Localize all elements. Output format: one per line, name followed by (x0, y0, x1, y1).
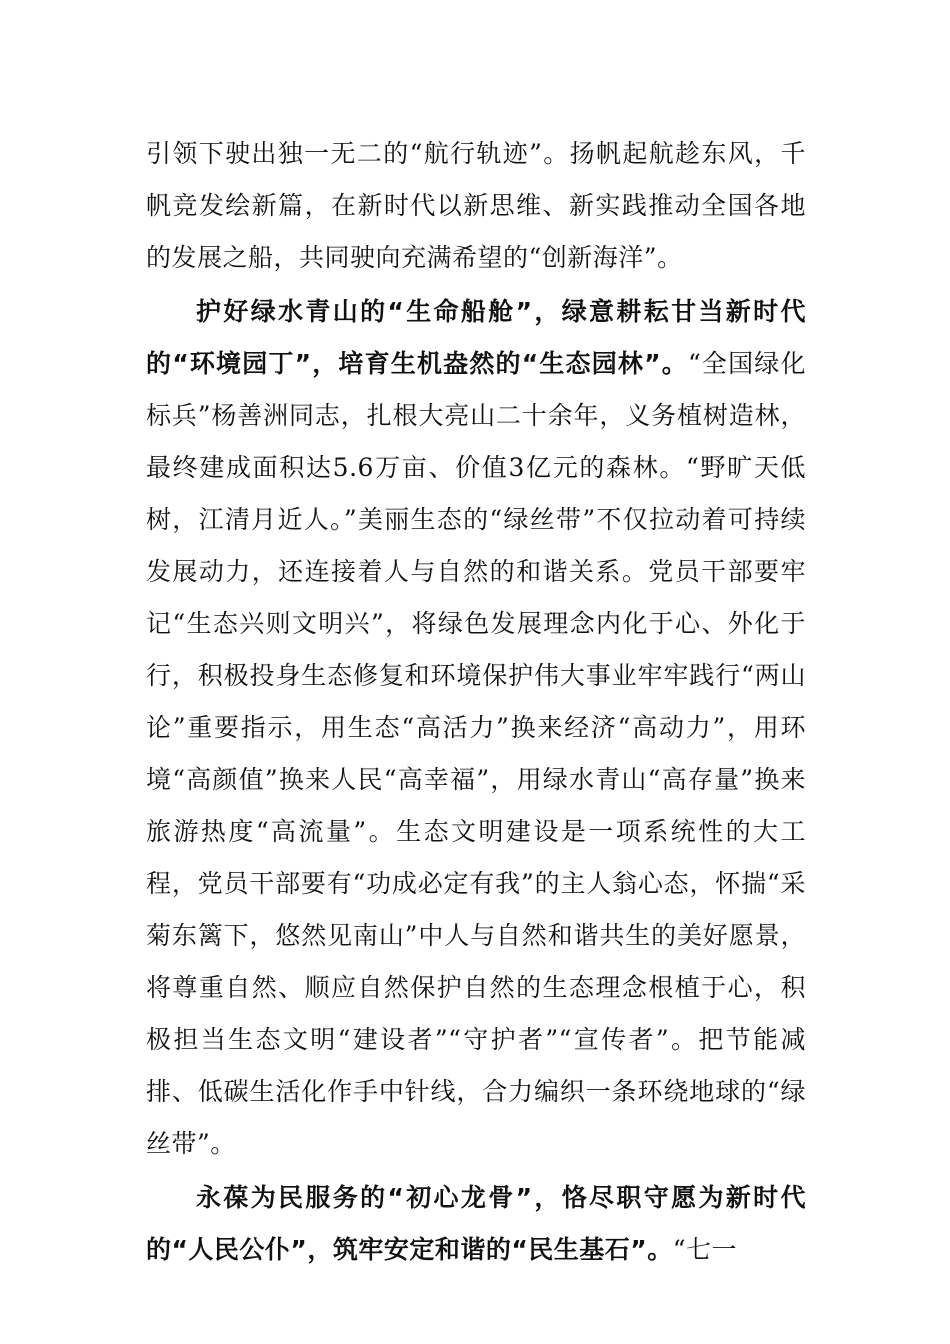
paragraph-2-lead: 护好绿水青山的“生命船舱”，绿意耕耘甘当新时代的“环境园丁”，培育生机盎然的“生态园林”。 (146, 297, 806, 378)
paragraph-2-text: “全国绿化标兵”杨善洲同志，扎根大亮山二十余年，义务植树造林，最终建成面积达5.6万亩、价值3亿元的森林。“野旷天低树，江清月近人。”美丽生态的“绿丝带”不仅拉动着可持续发展动力，还连接着人与自然的和谐关系。党员干部要牢记“生态兴则文明兴”，将绿色发展理念内化于心、外化于行，积极投身生态修复和环境保护伟大事业牢牢践行“两山论”重要指示，用生态“高活力”换来经济“高动力”，用环境“高颜值”换来人民“高幸福”，用绿水青山“高存量”换来旅游热度“高流量”。生态文明建设是一项系统性的大工程，党员干部要有“功成必定有我”的主人翁心态，怀揣“采菊东篱下，悠然见南山”中人与自然和谐共生的美好愿景，将尊重自然、顺应自然保护自然的生态理念根植于心，积极担当生态文明“建设者”“守护者”“宣传者”。把节能减排、低碳生活化作手中针线，合力编织一条环绕地球的“绿丝带”。 (146, 349, 807, 1158)
paragraph-2 (146, 286, 806, 1170)
paragraph-3-lead: 永葆为民服务的“初心龙骨”，恪尽职守愿为新时代的“人民公仆”，筑牢安定和谐的“民生基石”。 (146, 1183, 806, 1264)
document-body (146, 128, 806, 1276)
paragraph-1-text: 引领下驶出独一无二的“航行轨迹”。扬帆起航趁东风，千帆竞发绘新篇，在新时代以新思维、新实践推动全国各地的发展之船，共同驶向充满希望的“创新海洋”。 (146, 139, 806, 272)
paragraph-1 (146, 128, 806, 284)
paragraph-3-text: “七一 (672, 1235, 738, 1264)
paragraph-3 (146, 1172, 806, 1276)
